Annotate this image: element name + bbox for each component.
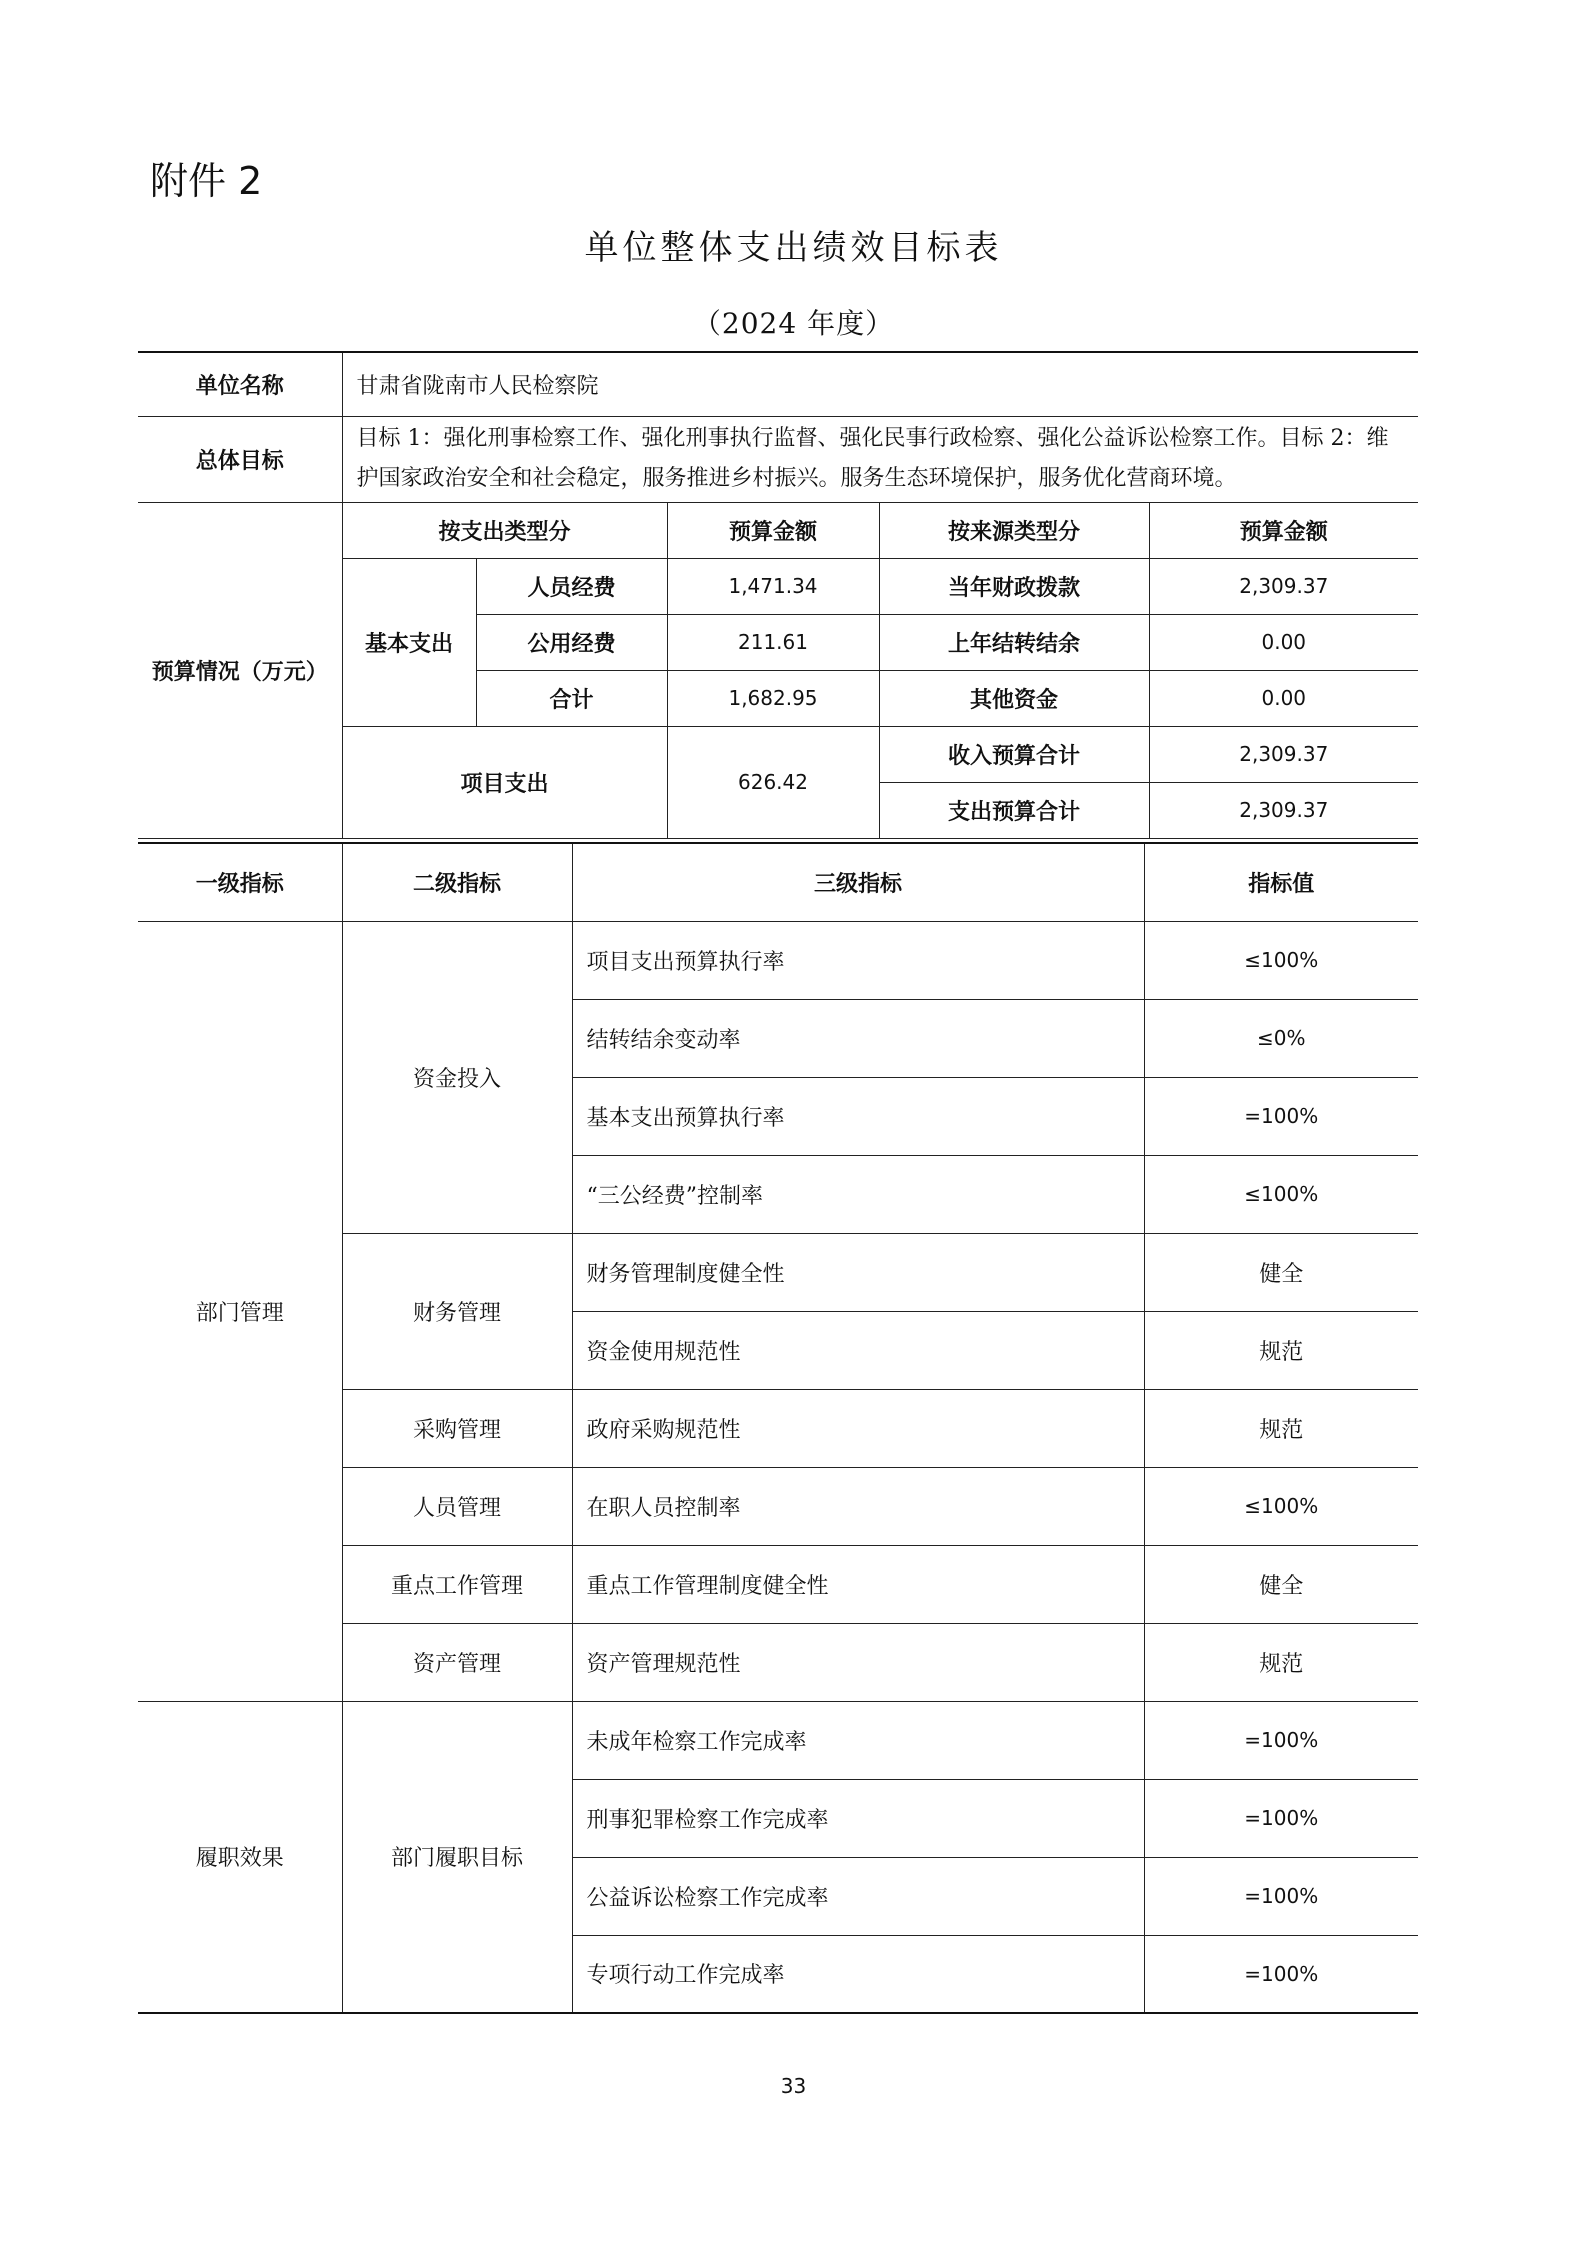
goal-row bbox=[138, 416, 1418, 502]
level3-indicator: 项目支出预算执行率 bbox=[572, 921, 1144, 999]
indicator-value: 健全 bbox=[1144, 1233, 1418, 1311]
indicator-header: 二级指标 bbox=[342, 843, 572, 921]
expense-amount: 1,682.95 bbox=[667, 670, 879, 726]
table-row bbox=[138, 1701, 1418, 1779]
indicator-table bbox=[138, 842, 1418, 2014]
indicator-value: ≤100% bbox=[1144, 1155, 1418, 1233]
project-expense-label: 项目支出 bbox=[342, 726, 667, 838]
budget-header-row bbox=[138, 502, 1418, 558]
level3-indicator: 未成年检察工作完成率 bbox=[572, 1701, 1144, 1779]
level3-indicator: 资金使用规范性 bbox=[572, 1311, 1144, 1389]
indicator-header-row bbox=[138, 843, 1418, 921]
indicator-header: 指标值 bbox=[1144, 843, 1418, 921]
unit-value: 甘肃省陇南市人民检察院 bbox=[342, 352, 1418, 416]
expense-type: 人员经费 bbox=[476, 558, 667, 614]
expense-amount: 211.61 bbox=[667, 614, 879, 670]
expense-amount: 1,471.34 bbox=[667, 558, 879, 614]
goal-label: 总体目标 bbox=[138, 416, 342, 502]
level2-indicator: 资产管理 bbox=[342, 1623, 572, 1701]
budget-header: 预算金额 bbox=[667, 502, 879, 558]
budget-header: 按支出类型分 bbox=[342, 502, 667, 558]
unit-label: 单位名称 bbox=[138, 352, 342, 416]
source-amount: 0.00 bbox=[1149, 614, 1418, 670]
level3-indicator: 刑事犯罪检察工作完成率 bbox=[572, 1779, 1144, 1857]
level2-indicator: 采购管理 bbox=[342, 1389, 572, 1467]
income-total-label: 收入预算合计 bbox=[879, 726, 1149, 782]
expense-total-label: 支出预算合计 bbox=[879, 782, 1149, 838]
indicator-value: ≤100% bbox=[1144, 1467, 1418, 1545]
indicator-value: =100% bbox=[1144, 1077, 1418, 1155]
level3-indicator: 结转结余变动率 bbox=[572, 999, 1144, 1077]
page-title: 单位整体支出绩效目标表 bbox=[584, 228, 1003, 268]
expense-type: 公用经费 bbox=[476, 614, 667, 670]
project-expense-amount: 626.42 bbox=[667, 726, 879, 838]
level1-indicator: 部门管理 bbox=[138, 921, 342, 1701]
indicator-value: 规范 bbox=[1144, 1311, 1418, 1389]
level2-indicator: 财务管理 bbox=[342, 1233, 572, 1389]
level2-indicator: 重点工作管理 bbox=[342, 1545, 572, 1623]
indicator-value: 规范 bbox=[1144, 1389, 1418, 1467]
indicator-value: =100% bbox=[1144, 1779, 1418, 1857]
expense-type: 合计 bbox=[476, 670, 667, 726]
expense-total-amount: 2,309.37 bbox=[1149, 782, 1418, 838]
source-type: 当年财政拨款 bbox=[879, 558, 1149, 614]
level2-indicator: 资金投入 bbox=[342, 921, 572, 1233]
income-total-amount: 2,309.37 bbox=[1149, 726, 1418, 782]
indicator-value: 规范 bbox=[1144, 1623, 1418, 1701]
source-amount: 0.00 bbox=[1149, 670, 1418, 726]
level2-indicator: 人员管理 bbox=[342, 1467, 572, 1545]
table-row bbox=[138, 921, 1418, 999]
budget-header: 预算金额 bbox=[1149, 502, 1418, 558]
level3-indicator: 重点工作管理制度健全性 bbox=[572, 1545, 1144, 1623]
level3-indicator: 专项行动工作完成率 bbox=[572, 1935, 1144, 2013]
indicator-value: ≤0% bbox=[1144, 999, 1418, 1077]
year-subtitle: （2024 年度） bbox=[692, 307, 895, 340]
indicator-header: 一级指标 bbox=[138, 843, 342, 921]
level1-indicator: 履职效果 bbox=[138, 1701, 342, 2013]
indicator-header: 三级指标 bbox=[572, 843, 1144, 921]
source-type: 上年结转结余 bbox=[879, 614, 1149, 670]
level3-indicator: 资产管理规范性 bbox=[572, 1623, 1144, 1701]
level3-indicator: 财务管理制度健全性 bbox=[572, 1233, 1144, 1311]
source-type: 其他资金 bbox=[879, 670, 1149, 726]
attachment-label: 附件 2 bbox=[150, 159, 263, 203]
budget-table bbox=[138, 351, 1418, 839]
level3-indicator: 基本支出预算执行率 bbox=[572, 1077, 1144, 1155]
basic-expense-label: 基本支出 bbox=[342, 558, 476, 726]
level3-indicator: 公益诉讼检察工作完成率 bbox=[572, 1857, 1144, 1935]
budget-label: 预算情况（万元） bbox=[138, 502, 342, 839]
unit-row bbox=[138, 352, 1418, 416]
page-number: 33 bbox=[780, 2074, 807, 2098]
budget-header: 按来源类型分 bbox=[879, 502, 1149, 558]
indicator-value: 健全 bbox=[1144, 1545, 1418, 1623]
indicator-value: ≤100% bbox=[1144, 921, 1418, 999]
level3-indicator: “三公经费”控制率 bbox=[572, 1155, 1144, 1233]
level3-indicator: 在职人员控制率 bbox=[572, 1467, 1144, 1545]
indicator-value: =100% bbox=[1144, 1935, 1418, 2013]
indicator-value: =100% bbox=[1144, 1701, 1418, 1779]
level3-indicator: 政府采购规范性 bbox=[572, 1389, 1144, 1467]
goal-text: 目标 1：强化刑事检察工作、强化刑事执行监督、强化民事行政检察、强化公益诉讼检察工作。目标 2：维护国家政治安全和社会稳定，服务推进乡村振兴。服务生态环境保护，服务优化营商环境。 bbox=[342, 416, 1418, 502]
level2-indicator: 部门履职目标 bbox=[342, 1701, 572, 2013]
source-amount: 2,309.37 bbox=[1149, 558, 1418, 614]
indicator-value: =100% bbox=[1144, 1857, 1418, 1935]
